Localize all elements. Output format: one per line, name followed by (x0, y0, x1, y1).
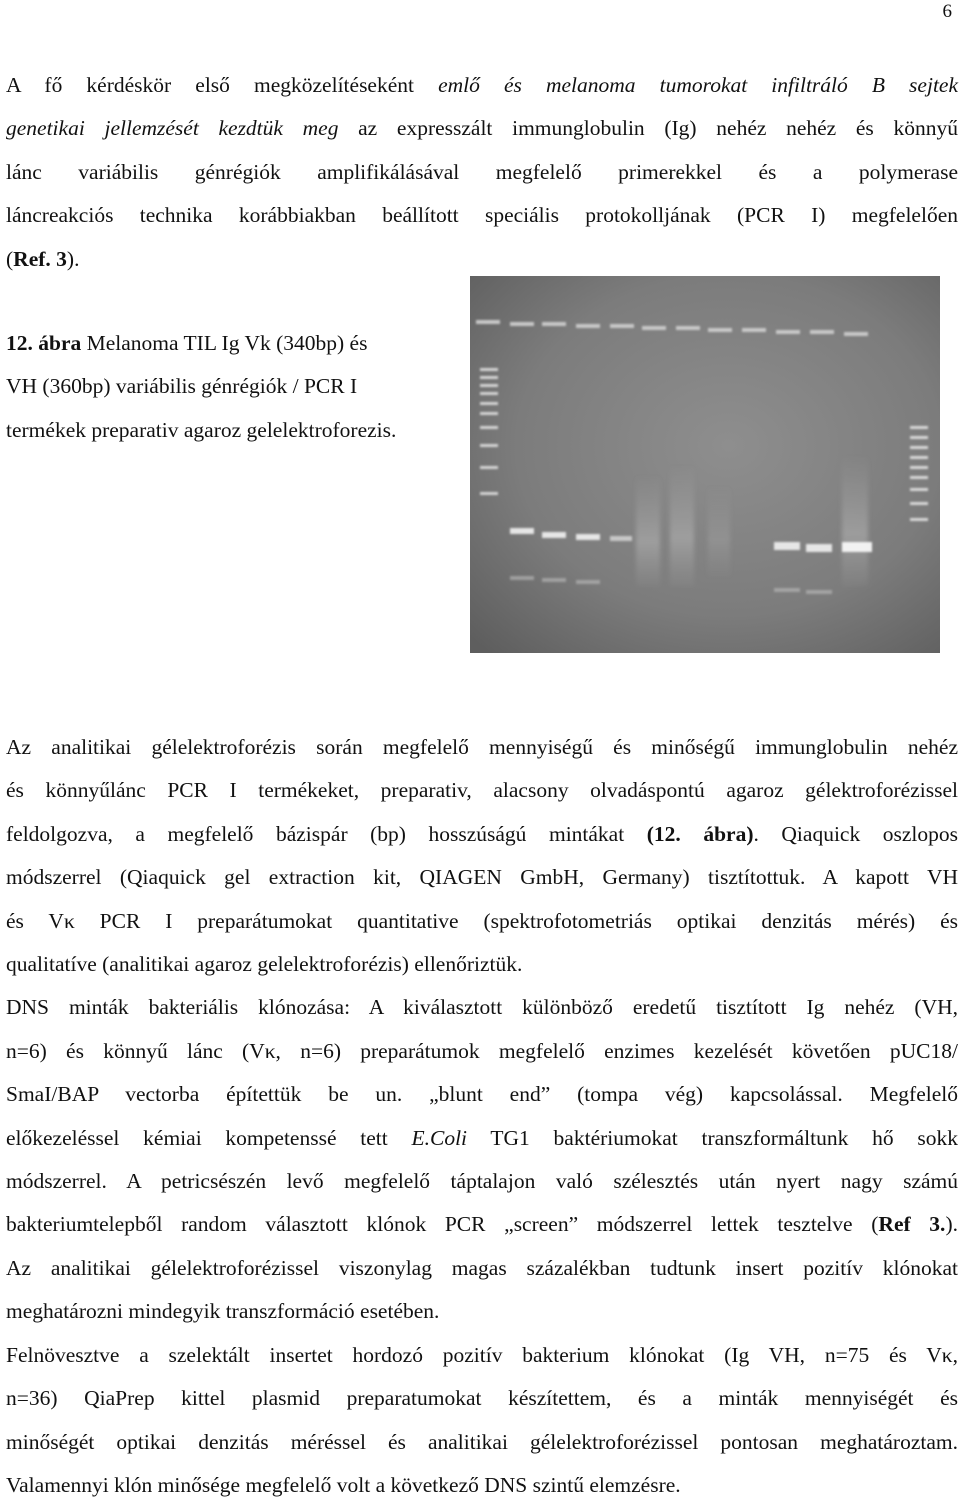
intro-line-3: lánc variábilis génrégiók amplifikálásával megfelelő primerekkel és a polymerase (6, 159, 958, 184)
intro-line-5: (Ref. 3). (6, 246, 80, 271)
figure-reference: (12. ábra) (646, 821, 754, 846)
body-line-7: DNS minták bakteriális klónozása: A kiválasztott különböző eredetű tisztított Ig nehéz (VH, (6, 995, 958, 1020)
intro-line-4: láncreakciós technika korábbiakban beállított speciális protokolljának (PCR I) megfelelően (6, 203, 958, 228)
intro-line-1: A fő kérdéskör első megközelítéseként emlő és melanoma tumorokat infiltráló B sejtek (6, 73, 959, 97)
body-line-3: feldolgozva, a megfelelő bázispár (bp) hosszúságú mintákat (12. ábra). Qiaquick oszlopos (6, 821, 958, 846)
reference: Ref. 3 (13, 246, 67, 271)
body-line-14: meghatározni mindegyik transzformáció esetében. (6, 1299, 440, 1324)
body-line-9: SmaI/BAP vectorba építettük be un. „blunt end” (tompa vég) kapcsolással. Megfelelő (6, 1082, 958, 1107)
gel-background (470, 276, 940, 653)
figure-caption (6, 322, 466, 452)
body-line-18: Valamennyi klón minősége megfelelő volt a következő DNS szintű elemzésre. (6, 1472, 681, 1497)
body-line-12: bakteriumtelepből random választott klónok PCR „screen” módszerrel lettek tesztelve (Ref 3.). (6, 1212, 958, 1237)
reference: Ref 3. (878, 1212, 946, 1237)
body-line-17: minőségét optikai denzitás méréssel és analitikai gélelektroforézissel pontosan meghatároztam. (6, 1429, 958, 1454)
body-line-8: n=6) és könnyű lánc (Vκ, n=6) preparátumok megfelelő enzimes kezelését követően pUC18/ (6, 1038, 958, 1063)
intro-line-2: genetikai jellemzését kezdtük meg az expresszált immunglobulin (Ig) nehéz nehéz és könnyű (6, 116, 958, 141)
body-paragraph (6, 726, 958, 1507)
body-line-16: n=36) QiaPrep kittel plasmid preparatumokat készítettem, és a minták mennyiségét és (6, 1386, 958, 1411)
intro-paragraph (6, 64, 958, 281)
body-line-4: módszerrel (Qiaquick gel extraction kit, QIAGEN GmbH, Germany) tisztítottuk. A kapott VH (6, 865, 958, 890)
body-line-15: Felnövesztve a szelektált insertet hordozó pozitív bakterium klónokat (Ig VH, n=75 és Vκ, (6, 1342, 958, 1367)
body-line-5: és Vκ PCR I preparátumokat quantitative (spektrofotometriás optikai denzitás mérés) és (6, 908, 958, 933)
body-line-1: Az analitikai gélelektroforézis során megfelelő mennyiségű és minőségű immunglobulin nehéz (6, 735, 958, 759)
page-number: 6 (942, 1, 952, 22)
caption-line-1: 12. ábra Melanoma TIL Ig Vk (340bp) és (6, 331, 368, 355)
body-line-13: Az analitikai gélelektroforézissel viszonylag magas százalékban tudtunk insert pozitív klónokat (6, 1255, 958, 1280)
body-line-2: és könnyűlánc PCR I termékeket, preparativ, alacsony olvadáspontú agaroz gélektroforézissel (6, 778, 958, 803)
body-line-6: qualitatíve (analitikai agaroz gelelektroforézis) ellenőriztük. (6, 952, 523, 977)
caption-line-2: VH (360bp) variábilis génrégiók / PCR I (6, 374, 358, 399)
figure-label: 12. ábra (6, 331, 82, 355)
body-line-10: előkezeléssel kémiai kompetenssé tett E.Coli TG1 baktériumokat transzformáltunk hő sokk (6, 1125, 958, 1150)
gel-electrophoresis-image (470, 276, 940, 653)
body-line-11: módszerrel. A petricsészén levő megfelelő táptalajon való szélesztés után nyert nagy számú (6, 1169, 958, 1194)
caption-line-3: termékek preparativ agaroz gelelektroforezis. (6, 417, 397, 442)
